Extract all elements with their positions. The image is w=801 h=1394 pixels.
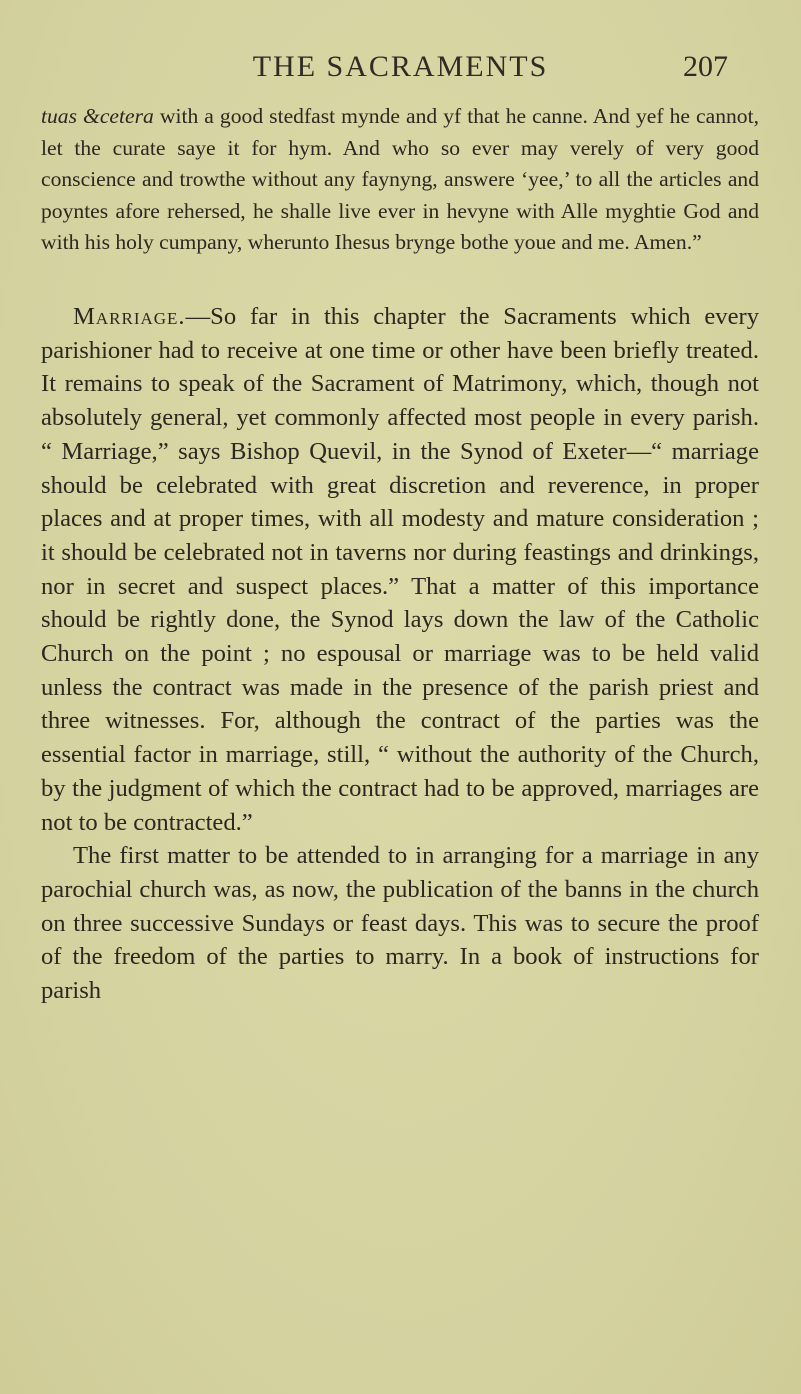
page-header <box>0 50 801 90</box>
marriage-text: —So far in this chapter the Sacraments which every parishioner had to receive at one time or other have been briefly treated. It remains to speak of the Sacrament of Matrimony, which, though not absolutely general, yet commonly affected most people in every parish. “ Marriage,” says Bishop Quevil, in the Synod of Exeter—“ marriage should be celebrated with great discretion and reverence, in proper places and at proper times, with all modesty and mature consideration ; it should be celebrated not in taverns nor during feastings and drinkings, nor in secret and suspect places.” That a matter of this importance should be rightly done, the Synod lays down the law of the Catholic Church on the point ; no espousal or marriage was to be held valid unless the contract was made in the presence of the parish priest and three witnesses. For, although the contract of the parties was the essential factor in marriage, still, “ without the authority of the Church, by the judgment of which the contract had to be approved, marriages are not to be contracted.” <box>41 303 759 836</box>
marriage-paragraph <box>41 300 759 839</box>
banns-paragraph <box>41 839 759 1008</box>
running-title: THE SACRAMENTS <box>252 50 549 83</box>
banns-text: The first matter to be attended to in arranging for a marriage in any parochial church was, as now, the publication of the banns in the church on three successive Sundays or feast days. This was to secure the proof of the freedom of the parties to marry. In a book of instructions for parish <box>41 842 759 1005</box>
section-heading-marriage: Marriage. <box>73 303 186 330</box>
quote-paragraph <box>41 101 759 259</box>
quoted-text-block <box>41 101 759 259</box>
quote-lead-italic: tuas &cetera <box>41 104 154 128</box>
quote-text: with a good stedfast mynde and yf that he canne. And yef he cannot, let the curate saye it for hym. And who so ever may verely of very good conscience and trowthe without any faynyng, answere ‘yee,’ to all the articles and poyntes afore rehersed, he shalle live ever in hevyne with Alle myghtie God and with his holy cumpany, wherunto Ihesus brynge bothe youe and me. Amen.” <box>41 104 759 255</box>
page-number: 207 <box>683 50 728 83</box>
main-text-block <box>41 300 759 1008</box>
